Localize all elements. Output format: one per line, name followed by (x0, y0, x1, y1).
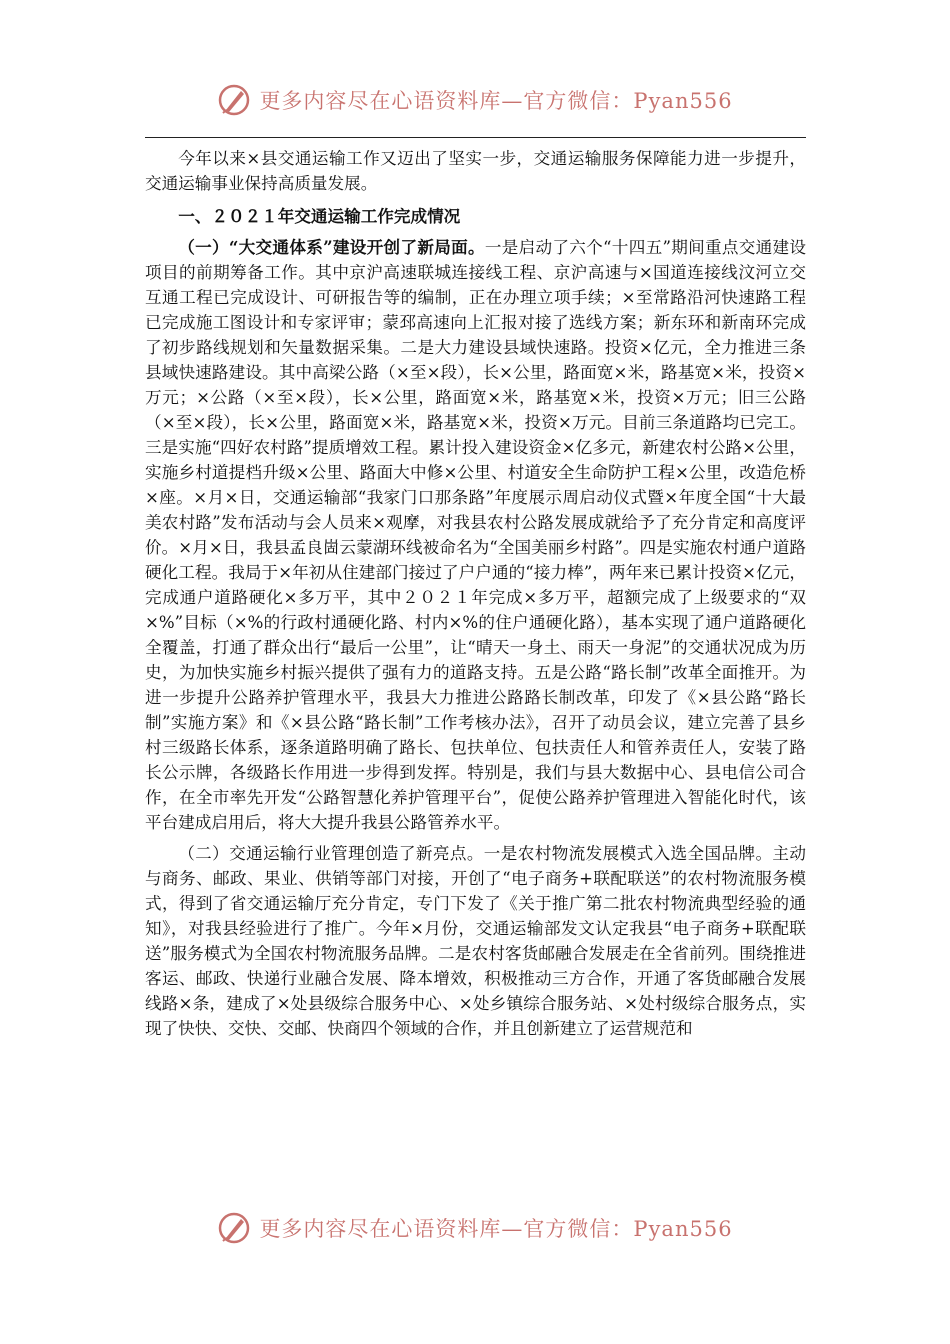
subsection-1-body: 一是启动了六个“十四五”期间重点交通建设项目的前期筹备工作。其中京沪高速联城连接线工程、京沪高速与×国道连接线汶河立交互通工程已完成设计、可研报告等的编制，正在办理立项手续；×至常路沿河快速路工程已完成施工图设计和专家评审；蒙邳高速向上汇报对接了选线方案；新东环和新南环完成了初步路线规划和矢量数据采集。二是大力建设县域快速路。投资×亿元，全力推进三条县域快速路建设。其中高梁公路（×至×段），长×公里，路面宽×米，路基宽×米，投资×万元；×公路（×至×段），长×公里，路面宽×米，路基宽×米，投资×万元；旧三公路（×至×段），长×公里，路面宽×米，路基宽×米，投资×万元。目前三条道路均已完工。三是实施“四好农村路”提质增效工程。累计投入建设资金×亿多元，新建农村公路×公里，实施乡村道提档升级×公里、路面大中修×公里、村道安全生命防护工程×公里，改造危桥×座。×月×日，交通运输部“我家门口那条路”年度展示周启动仪式暨×年度全国“十大最美农村路”发布活动与会人员来×观摩，对我县农村公路发展成就给予了充分肯定和高度评价。×月×日，我县孟良崮云蒙湖环线被命名为“全国美丽乡村路”。四是实施农村通户道路硬化工程。我局于×年初从住建部门接过了户户通的“接力棒”，两年来已累计投资×亿元，完成通户道路硬化×多万平，其中２０２１年完成×多万平，超额完成了上级要求的“双×%”目标（×%的行政村通硬化路、村内×%的住户通硬化路），基本实现了通户道路硬化全覆盖，打通了群众出行“最后一公里”，让“晴天一身土、雨天一身泥”的交通状况成为历史，为加快实施乡村振兴提供了强有力的道路支持。五是公路“路长制”改革全面推开。为进一步提升公路养护管理水平，我县大力推进公路路长制改革，印发了《×县公路“路长制”实施方案》和《×县公路“路长制”工作考核办法》，召开了动员会议，建立完善了县乡村三级路长体系，逐条道路明确了路长、包扶单位、包扶责任人和管养责任人，安装了路长公示牌，各级路长作用进一步得到发挥。特别是，我们与县大数据中心、县电信公司合作，在全市率先开发“公路智慧化养护管理平台”，促使公路养护管理进入智能化时代，该平台建成启用后，将大大提升我县公路管养水平。 (145, 238, 806, 832)
watermark-banner-top (0, 80, 950, 120)
subsection-1-lead: （一）“大交通体系”建设开创了新局面。 (178, 237, 485, 257)
quill-pen-icon (217, 1211, 251, 1245)
intro-paragraph: 今年以来×县交通运输工作又迈出了坚实一步，交通运输服务保障能力进一步提升，交通运输事业保持高质量发展。 (145, 149, 806, 193)
watermark-banner-bottom (0, 1208, 950, 1248)
header-rule (145, 137, 806, 138)
watermark-text: 更多内容尽在心语资料库—官方微信：Pyan556 (259, 1217, 733, 1241)
document-body (145, 146, 806, 1041)
subsection-2-paragraph: （二）交通运输行业管理创造了新亮点。一是农村物流发展模式入选全国品牌。主动与商务、邮政、果业、供销等部门对接，开创了“电子商务+联配联送”的农村物流服务模式，得到了省交通运输厅充分肯定，专门下发了《关于推广第二批农村物流典型经验的通知》，对我县经验进行了推广。今年×月份，交通运输部发文认定我县“电子商务+联配联送”服务模式为全国农村物流服务品牌。二是农村客货邮融合发展走在全省前列。围绕推进客运、邮政、快递行业融合发展、降本增效，积极推动三方合作，开通了客货邮融合发展线路×条，建成了×处县级综合服务中心、×处乡镇综合服务站、×处村级综合服务点，实现了快快、交快、交邮、快商四个领域的合作，并且创新建立了运营规范和 (145, 844, 806, 1038)
subsection-1-paragraph (145, 235, 806, 835)
section-heading: 一、２０２１年交通运输工作完成情况 (178, 206, 461, 226)
watermark-text: 更多内容尽在心语资料库—官方微信：Pyan556 (259, 89, 733, 113)
quill-pen-icon (217, 83, 251, 117)
